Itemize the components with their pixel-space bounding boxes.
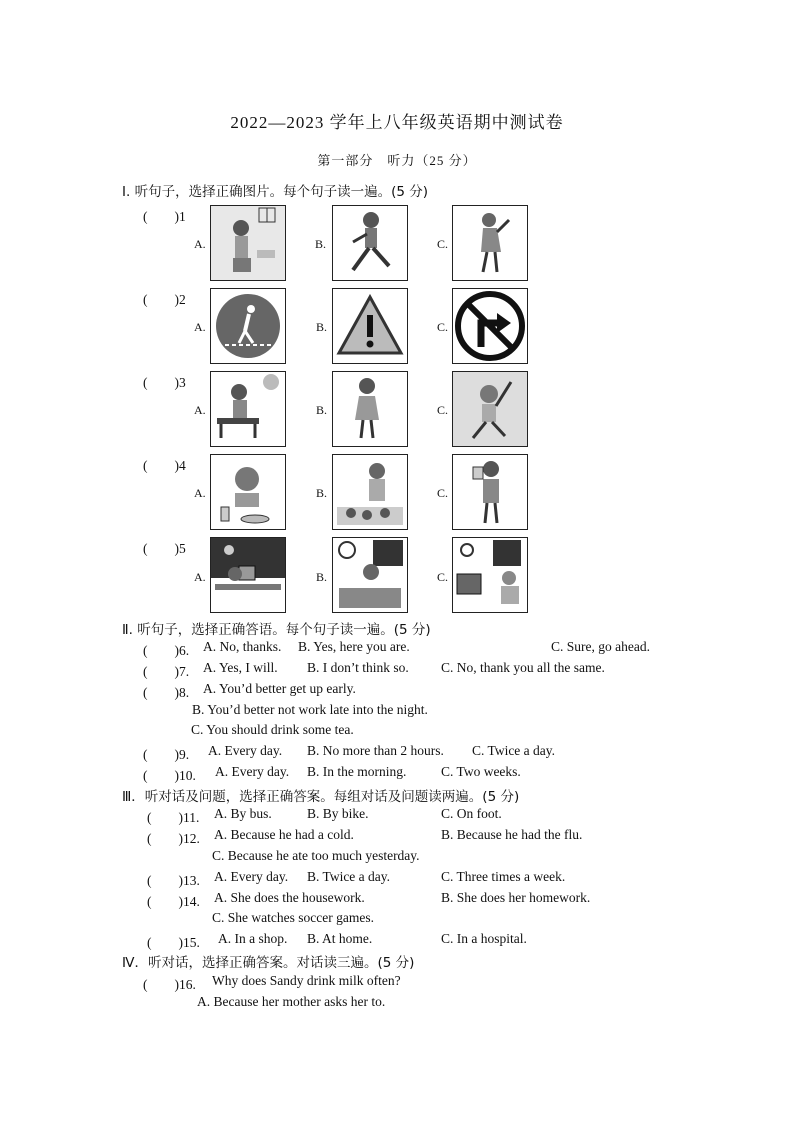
part3-heading: Ⅲ．听对话及问题，选择正确答案。每组对话及问题读两遍。(5 分) bbox=[122, 789, 520, 805]
q12-option-b: B. Because he had the flu. bbox=[441, 827, 583, 842]
q5-option-a-label: A. bbox=[194, 570, 206, 584]
q12-option-c: C. Because he ate too much yesterday. bbox=[212, 848, 420, 863]
q13-option-c: C. Three times a week. bbox=[441, 869, 566, 884]
q2-number: ( )2 bbox=[143, 292, 186, 307]
boy-waving-icon bbox=[452, 371, 528, 447]
no-right-turn-sign-icon bbox=[452, 288, 528, 364]
q2-option-a-label: A. bbox=[194, 320, 206, 334]
studying-clock-night-icon bbox=[332, 537, 408, 613]
q5-number: ( )5 bbox=[143, 541, 186, 556]
q10-option-a: A. Every day. bbox=[215, 764, 290, 779]
page-title: 2022—2023 学年上八年级英语期中测试卷 bbox=[230, 113, 564, 132]
q6-number: ( )6. bbox=[143, 643, 190, 658]
q3-option-c-label: C. bbox=[437, 403, 449, 417]
q10-number: ( )10. bbox=[143, 768, 196, 783]
q12-number: ( )12. bbox=[147, 831, 200, 846]
q9-option-c: C. Twice a day. bbox=[472, 743, 556, 758]
q6-option-b: B. Yes, here you are. bbox=[298, 639, 410, 654]
q10-option-c: C. Two weeks. bbox=[441, 764, 521, 779]
q14-option-a: A. She does the housework. bbox=[214, 890, 365, 905]
woman-cooking-icon bbox=[332, 454, 408, 530]
q9-option-a: A. Every day. bbox=[208, 743, 283, 758]
girl-dancing-icon bbox=[452, 205, 528, 281]
woman-drinking-icon bbox=[452, 454, 528, 530]
girl-on-bench-sun-icon bbox=[210, 371, 286, 447]
q15-option-a: A. In a shop. bbox=[218, 931, 288, 946]
q3-option-b-label: B. bbox=[316, 403, 328, 417]
q7-option-b: B. I don’t think so. bbox=[307, 660, 409, 675]
q1-option-b-label: B. bbox=[315, 237, 327, 251]
q6-option-c: C. Sure, go ahead. bbox=[551, 639, 650, 654]
q15-number: ( )15. bbox=[147, 935, 200, 950]
q2-option-b-label: B. bbox=[316, 320, 328, 334]
girl-standing-icon bbox=[332, 371, 408, 447]
q1-number: ( )1 bbox=[143, 209, 186, 224]
q5-option-b-label: B. bbox=[316, 570, 328, 584]
q12-option-a: A. Because he had a cold. bbox=[214, 827, 354, 842]
q14-option-c: C. She watches soccer games. bbox=[212, 910, 374, 925]
girl-brushing-teeth-icon bbox=[210, 205, 286, 281]
q8-option-c: C. You should drink some tea. bbox=[191, 722, 354, 737]
q16-number: ( )16. bbox=[143, 977, 196, 992]
q4-option-a-label: A. bbox=[194, 486, 206, 500]
q15-option-b: B. At home. bbox=[307, 931, 373, 946]
boy-eating-icon bbox=[210, 454, 286, 530]
q5-option-c-label: C. bbox=[437, 570, 449, 584]
q7-number: ( )7. bbox=[143, 664, 190, 679]
q9-option-b: B. No more than 2 hours. bbox=[307, 743, 444, 758]
girl-running-icon bbox=[332, 205, 408, 281]
q13-number: ( )13. bbox=[147, 873, 200, 888]
q3-option-a-label: A. bbox=[194, 403, 206, 417]
q8-option-a: A. You’d better get up early. bbox=[203, 681, 356, 696]
q13-option-a: A. Every day. bbox=[214, 869, 289, 884]
q7-option-c: C. No, thank you all the same. bbox=[441, 660, 605, 675]
q1-option-a-label: A. bbox=[194, 237, 206, 251]
q14-option-b: B. She does her homework. bbox=[441, 890, 591, 905]
q9-number: ( )9. bbox=[143, 747, 190, 762]
part1-heading: Ⅰ. 听句子，选择正确图片。每个句子读一遍。(5 分) bbox=[122, 184, 428, 200]
q16-question: Why does Sandy drink milk often? bbox=[212, 973, 401, 988]
part4-heading: Ⅳ．听对话，选择正确答案。对话读三遍。(5 分) bbox=[122, 955, 415, 971]
q11-option-b: B. By bike. bbox=[307, 806, 369, 821]
page-subtitle: 第一部分 听力（25 分） bbox=[317, 153, 477, 168]
q4-number: ( )4 bbox=[143, 458, 186, 473]
q6-option-a: A. No, thanks. bbox=[203, 639, 282, 654]
q11-option-c: C. On foot. bbox=[441, 806, 502, 821]
q8-option-b: B. You’d better not work late into the night. bbox=[192, 702, 428, 717]
q11-option-a: A. By bus. bbox=[214, 806, 272, 821]
q13-option-b: B. Twice a day. bbox=[307, 869, 391, 884]
q16-option-a: A. Because her mother asks her to. bbox=[197, 994, 386, 1009]
watching-tv-night-icon bbox=[452, 537, 528, 613]
q7-option-a: A. Yes, I will. bbox=[203, 660, 278, 675]
q1-option-c-label: C. bbox=[437, 237, 449, 251]
q11-number: ( )11. bbox=[147, 810, 200, 825]
pedestrian-sign-icon bbox=[210, 288, 286, 364]
q10-option-b: B. In the morning. bbox=[307, 764, 407, 779]
q8-number: ( )8. bbox=[143, 685, 190, 700]
warning-triangle-sign-icon bbox=[332, 288, 408, 364]
q4-option-c-label: C. bbox=[437, 486, 449, 500]
working-late-night-icon bbox=[210, 537, 286, 613]
part2-heading: Ⅱ. 听句子，选择正确答语。每个句子读一遍。(5 分) bbox=[122, 622, 431, 638]
q15-option-c: C. In a hospital. bbox=[441, 931, 527, 946]
q3-number: ( )3 bbox=[143, 375, 186, 390]
q14-number: ( )14. bbox=[147, 894, 200, 909]
q4-option-b-label: B. bbox=[316, 486, 328, 500]
q2-option-c-label: C. bbox=[437, 320, 449, 334]
